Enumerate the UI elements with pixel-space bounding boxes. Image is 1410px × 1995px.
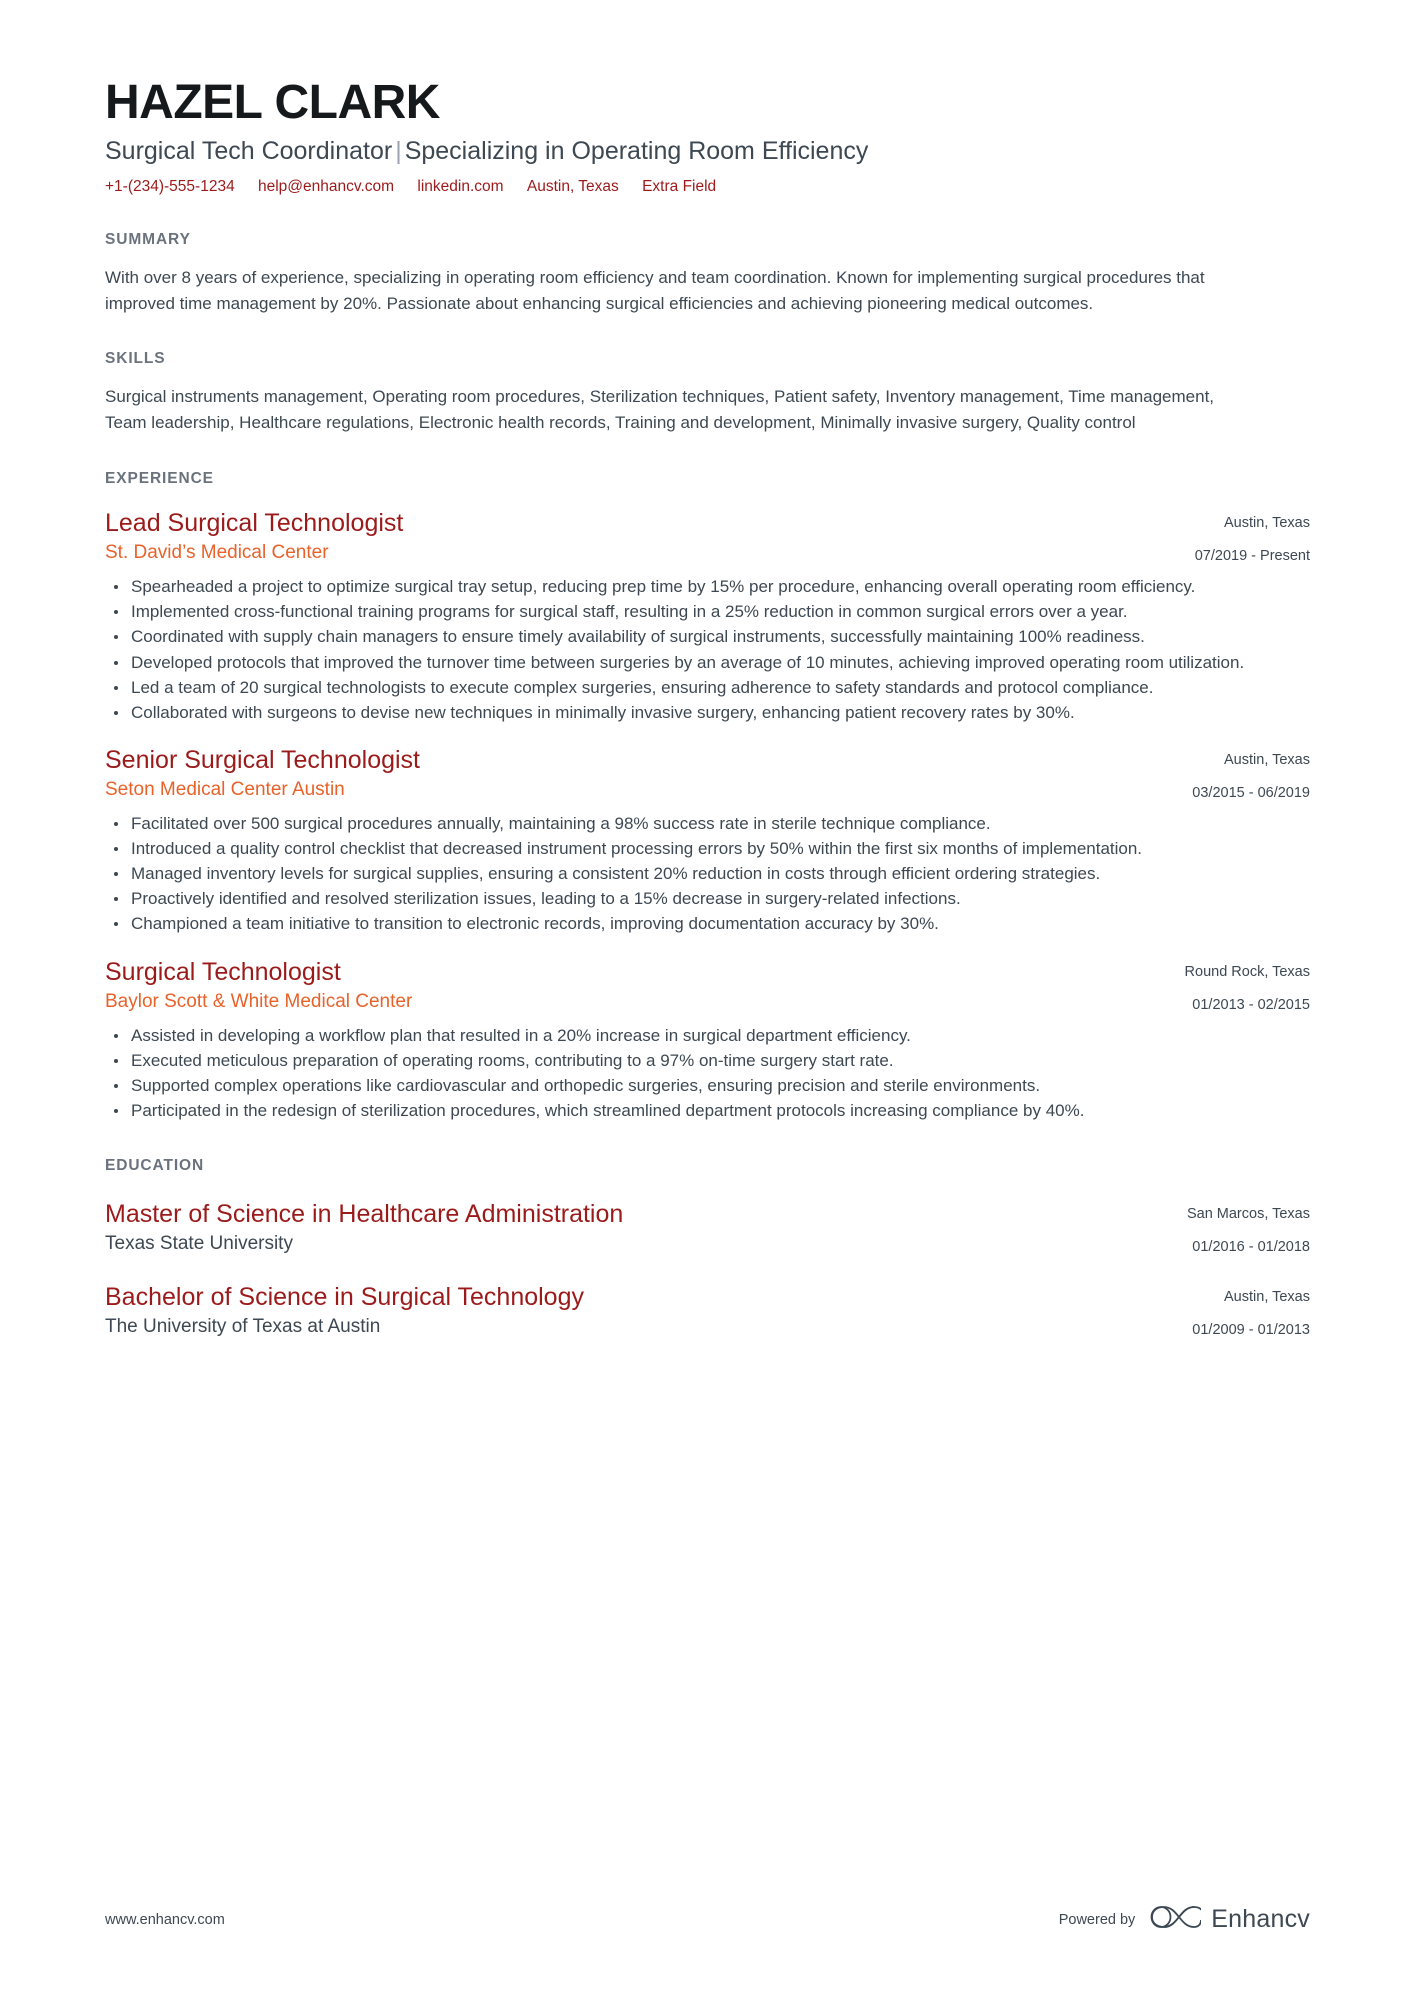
page-title: HAZEL CLARK (105, 76, 440, 129)
experience-entry-header (105, 508, 1310, 567)
experience-entry (105, 957, 1310, 1124)
job-bullet: Participated in the redesign of sterilization procedures, which streamlined department protocols increasing compliance by 40%. (105, 1099, 1310, 1123)
degree-title: Master of Science in Healthcare Administration (105, 1200, 624, 1229)
education-entry (105, 1199, 1310, 1258)
job-title: Lead Surgical Technologist (105, 509, 404, 538)
experience-entry-meta (1171, 508, 1310, 567)
school-dates: 01/2009 - 01/2013 (1192, 1322, 1310, 1339)
education-entry (105, 1282, 1310, 1341)
section-heading-education: EDUCATION (105, 1157, 205, 1175)
job-bullet-list (105, 1024, 1310, 1124)
section-summary (105, 231, 1310, 317)
job-bullet: Executed meticulous preparation of operating rooms, contributing to a 97% on-time surgery start rate. (105, 1049, 1310, 1073)
job-bullet: Implemented cross-functional training programs for surgical staff, resulting in a 25% reduction in common surgical errors over a year. (105, 600, 1310, 624)
company-name: Seton Medical Center Austin (105, 779, 345, 801)
powered-by-label: Powered by (1058, 1911, 1136, 1928)
degree-title: Bachelor of Science in Surgical Technology (105, 1283, 584, 1312)
job-bullet: Developed protocols that improved the turnover time between surgeries by an average of 10 minutes, achieving improved operating room utilization. (105, 651, 1310, 675)
headline-separator: | (395, 137, 402, 166)
school-name: Texas State University (105, 1233, 293, 1255)
job-bullet: Led a team of 20 surgical technologists to execute complex surgeries, ensuring adherence to safety standards and protocol compliance. (105, 676, 1310, 700)
headline-role: Surgical Tech Coordinator (105, 137, 393, 166)
education-entry-meta (1168, 1282, 1310, 1341)
contact-extra-field[interactable]: Extra Field (642, 177, 717, 195)
education-entry-meta (1163, 1199, 1310, 1258)
job-bullet: Managed inventory levels for surgical supplies, ensuring a consistent 20% reduction in costs through efficient ordering strategies. (105, 862, 1310, 886)
section-heading-experience: EXPERIENCE (105, 470, 214, 488)
section-skills (105, 350, 1310, 436)
job-bullet: Spearheaded a project to optimize surgical tray setup, reducing prep time by 15% per procedure, enhancing overall operating room efficiency. (105, 575, 1310, 599)
job-dates: 07/2019 - Present (1194, 548, 1310, 565)
school-location: San Marcos, Texas (1186, 1206, 1310, 1223)
job-dates: 03/2015 - 06/2019 (1192, 784, 1310, 801)
page-footer (105, 1902, 1310, 1937)
job-bullet: Collaborated with surgeons to devise new techniques in minimally invasive surgery, enhancing patient recovery rates by 30%. (105, 701, 1310, 725)
job-location: Austin, Texas (1224, 751, 1310, 768)
section-education (105, 1157, 1310, 1341)
job-title: Surgical Technologist (105, 957, 341, 986)
experience-entry-main (105, 508, 1171, 566)
contact-row (105, 177, 1310, 197)
experience-entry-header (105, 745, 1310, 804)
education-entry-header (105, 1199, 1310, 1258)
section-experience (105, 470, 1310, 1123)
company-name: St. David’s Medical Center (105, 542, 329, 564)
school-name: The University of Texas at Austin (105, 1316, 381, 1338)
job-bullet-list (105, 812, 1310, 937)
skills-text: Surgical instruments management, Operating room procedures, Sterilization techniques, Patient safety, Inventory management, Time management, Team leadership, Healthcare regulations, Electronic health records, Training and development, Minimally invasive surgery, Quality control (105, 387, 1215, 433)
experience-entry-header (105, 957, 1310, 1016)
education-entry-main (105, 1282, 1168, 1340)
education-entry-header (105, 1282, 1310, 1341)
job-bullet: Supported complex operations like cardiovascular and orthopedic surgeries, ensuring precision and sterile environments. (105, 1074, 1310, 1098)
job-title: Senior Surgical Technologist (105, 745, 421, 774)
headline-specialization: Specializing in Operating Room Efficiency (404, 137, 869, 166)
company-name: Baylor Scott & White Medical Center (105, 990, 413, 1012)
job-location: Austin, Texas (1224, 515, 1310, 532)
job-bullet-list (105, 575, 1310, 725)
job-dates: 01/2013 - 02/2015 (1192, 996, 1310, 1013)
contact-email[interactable]: help@enhancv.com (258, 177, 395, 195)
brand-name-label: Enhancv (1211, 1905, 1310, 1933)
education-entry-main (105, 1199, 1163, 1257)
enhancv-infinity-logo-icon (1149, 1902, 1201, 1937)
job-bullet: Facilitated over 500 surgical procedures annually, maintaining a 98% success rate in sterile technique compliance. (105, 812, 1310, 836)
job-bullet: Championed a team initiative to transition to electronic records, improving documentation accuracy by 30%. (105, 912, 1310, 936)
summary-text: With over 8 years of experience, specializing in operating room efficiency and team coordination. Known for implementing surgical procedures that improved time management by 20%. Passionate about enhancing surgical efficiencies and achieving pioneering medical outcomes. (105, 267, 1205, 313)
section-heading-skills: SKILLS (105, 350, 166, 368)
job-bullet: Introduced a quality control checklist that decreased instrument processing errors by 50% within the first six months of implementation. (105, 837, 1310, 861)
contact-location: Austin, Texas (526, 177, 619, 195)
job-bullet: Proactively identified and resolved sterilization issues, leading to a 15% decrease in surgery-related infections. (105, 887, 1310, 911)
school-location: Austin, Texas (1224, 1289, 1310, 1306)
experience-entry (105, 508, 1310, 725)
experience-entry (105, 745, 1310, 937)
footer-branding (1059, 1902, 1310, 1937)
experience-entry-meta (1161, 957, 1310, 1016)
section-heading-summary: SUMMARY (105, 230, 191, 248)
resume-header (105, 78, 1310, 197)
experience-entry-main (105, 957, 1161, 1015)
job-bullet: Coordinated with supply chain managers to ensure timely availability of surgical instruments, successfully maintaining 100% readiness. (105, 625, 1310, 649)
experience-entry-main (105, 745, 1168, 803)
footer-website-url[interactable]: www.enhancv.com (105, 1911, 225, 1928)
school-dates: 01/2016 - 01/2018 (1192, 1239, 1310, 1256)
contact-linkedin[interactable]: linkedin.com (417, 177, 504, 195)
enhancv-brand (1149, 1902, 1310, 1937)
contact-phone[interactable]: +1-(234)-555-1234 (105, 177, 235, 195)
job-location: Round Rock, Texas (1184, 963, 1310, 980)
professional-headline (105, 136, 1310, 167)
experience-entry-meta (1168, 745, 1310, 804)
job-bullet: Assisted in developing a workflow plan that resulted in a 20% increase in surgical department efficiency. (105, 1024, 1310, 1048)
